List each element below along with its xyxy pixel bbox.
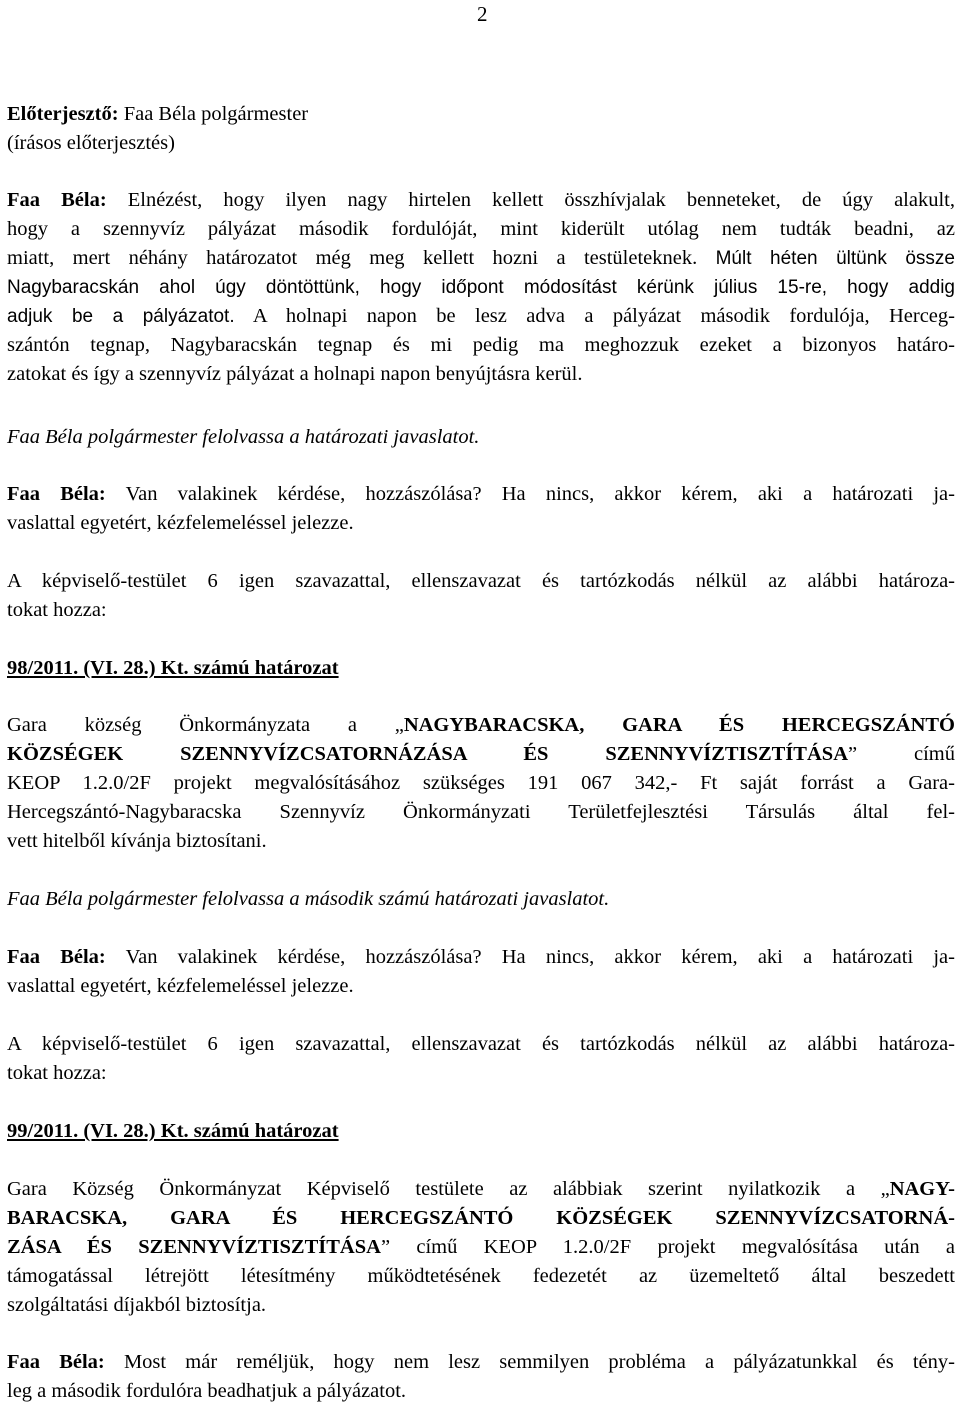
closing-paragraph: Faa Béla: Most már reméljük, hogy nem lesz semmilyen probléma a pályázatunkkal és tény- leg a második fordulóra beadhatjuk a pályázatot. <box>7 1351 955 1402</box>
speaker-label: Faa Béla: <box>7 1351 105 1373</box>
speaker-label: Faa Béla: <box>7 946 106 968</box>
vote-paragraph: A képviselő-testület 6 igen szavazattal, ellenszavazat és tartózkodás nélkül az alábbi határoza- tokat hozza: <box>7 1033 955 1084</box>
presenter-label: Előterjesztő: <box>7 103 119 125</box>
speech-paragraph: Faa Béla: Elnézést, hogy ilyen nagy hirtelen kellett összhívjalak benneteket, de úgy alakult, hogy a szennyvíz pályázat második fordulóját, mint kiderült utólag nem tudták beadni, az miatt, mert néhány határozatot még meg kellett hozni a testületeknek. Múlt héten ültünk össze Nagybaracskán ahol úgy döntöttünk, hogy időpont módosítást kérünk július 15-re, hogy addig adjuk be a pályázatot. A holnapi napon be lesz adva a pályázat második fordulója, Herceg- szántón tegnap, Nagybaracskán tegnap és mi pedig ma meghozzuk ezeket a bizonyos határo- zatokat és így a szennyvíz pályázat a holnapi napon benyújtásra kerül. <box>7 189 955 385</box>
presenter-name: Faa Béla polgármester <box>118 103 309 125</box>
resolution-title: 98/2011. (VI. 28.) Kt. számú határozat <box>7 657 339 679</box>
question-paragraph: Faa Béla: Van valakinek kérdése, hozzászólása? Ha nincs, akkor kérem, aki a határozati ja- vaslattal egyetért, kézfelemeléssel jelezze. <box>7 946 955 997</box>
resolution-title: 99/2011. (VI. 28.) Kt. számú határozat <box>7 1120 339 1142</box>
resolution-text: Gara község Önkormányzata a „NAGYBARACSKA, GARA ÉS HERCEGSZÁNTÓ KÖZSÉGEK SZENNYVÍZCSATORNÁZÁSA ÉS SZENNYVÍZTISZTÍTÁSA” című KEOP 1.2.0/2F projekt megvalósításához szükséges 191 067 342,- Ft saját forrást a Gara- Hercegszántó-Nagybaracska Szennyvíz Önkormányzati Területfejlesztési Társulás által fel- vett hitelből kívánja biztosítani. <box>7 714 955 852</box>
speaker-label: Faa Béla: <box>7 483 106 505</box>
vote-paragraph: A képviselő-testület 6 igen szavazattal, ellenszavazat és tartózkodás nélkül az alábbi határoza- tokat hozza: <box>7 570 955 621</box>
page-number: 2 <box>477 2 488 26</box>
presenter-note: (írásos előterjesztés) <box>7 132 175 154</box>
resolution-text: Gara Község Önkormányzat Képviselő testülete az alábbiak szerint nyilatkozik a „NAGY- BARACSKA, GARA ÉS HERCEGSZÁNTÓ KÖZSÉGEK SZENNYVÍZCSATORNÁ- ZÁSA ÉS SZENNYVÍZTISZTÍTÁSA” című KEOP 1.2.0/2F projekt megvalósítása után a támogatással létrejött létesítmény működtetésének fedezetét az üzemeltető által beszedett szolgáltatási díjakból biztosítja. <box>7 1178 955 1316</box>
presenter-block <box>7 100 955 158</box>
reading-note: Faa Béla polgármester felolvassa a határozati javaslatot. <box>7 426 480 448</box>
reading-note: Faa Béla polgármester felolvassa a második számú határozati javaslatot. <box>7 888 610 910</box>
speaker-label: Faa Béla: <box>7 189 107 211</box>
question-paragraph: Faa Béla: Van valakinek kérdése, hozzászólása? Ha nincs, akkor kérem, aki a határozati ja- vaslattal egyetért, kézfelemeléssel jelezze. <box>7 483 955 534</box>
